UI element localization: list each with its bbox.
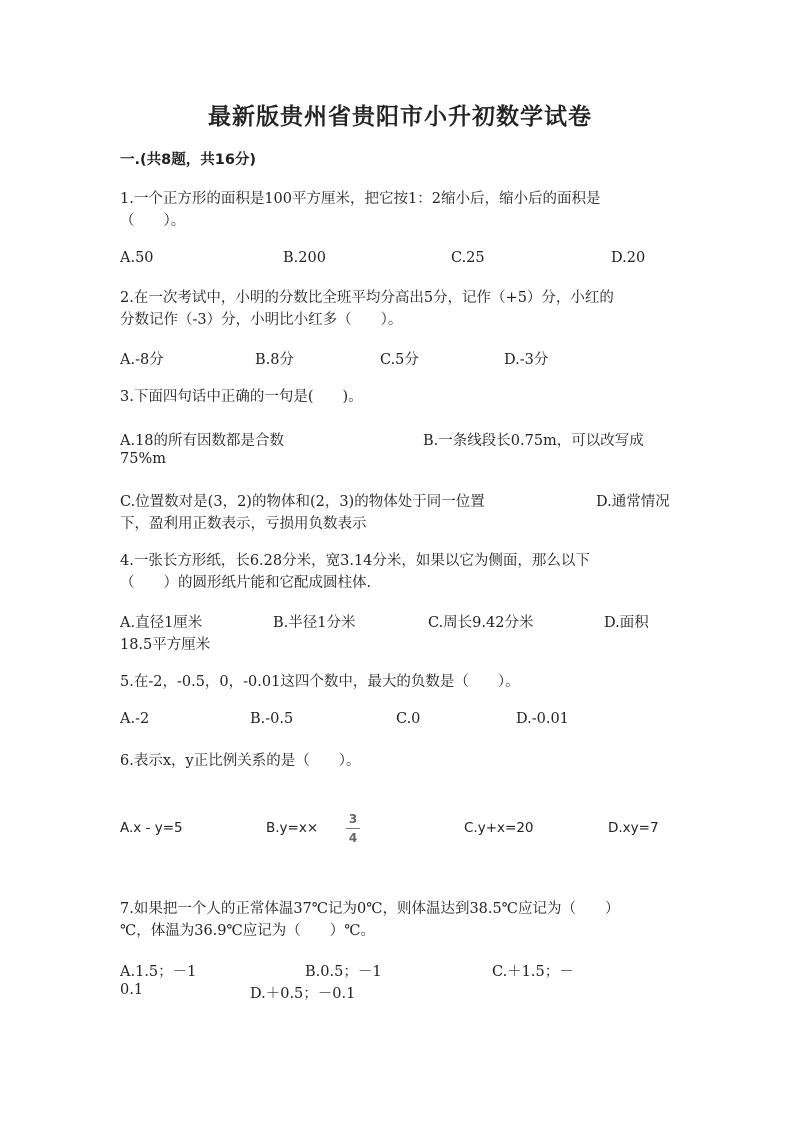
- q7-option-b: B.0.5；－1: [305, 964, 382, 980]
- question-6-line-1: 6.表示x，y正比例关系的是（ ）。: [120, 753, 361, 769]
- q6-option-d: D.xy=7: [608, 820, 659, 836]
- q1-option-d: D.20: [611, 250, 646, 266]
- section-heading: 一.(共8题，共16分): [120, 152, 257, 168]
- fraction-denominator: 4: [348, 831, 358, 845]
- q4-option-b: B.半径1分米: [273, 615, 356, 631]
- q7-option-c: C.＋1.5；－: [492, 964, 574, 980]
- q6-option-a: A.x - y=5: [120, 820, 183, 836]
- question-7-line-2: ℃，体温为36.9℃应记为（ ）℃。: [120, 923, 375, 939]
- q4-option-a: A.直径1厘米: [120, 615, 203, 631]
- question-5-line-1: 5.在-2，-0.5，0，-0.01这四个数中，最大的负数是（ ）。: [120, 674, 520, 690]
- question-1-line-1: 1.一个正方形的面积是100平方厘米，把它按1：2缩小后，缩小后的面积是: [120, 191, 601, 207]
- q1-option-a: A.50: [120, 250, 154, 266]
- q6-option-c: C.y+x=20: [464, 820, 534, 836]
- q4-option-c: C.周长9.42分米: [428, 615, 534, 631]
- q1-option-b: B.200: [283, 250, 326, 266]
- q5-option-b: B.-0.5: [250, 711, 294, 727]
- q7-option-d: D.＋0.5；－0.1: [250, 986, 356, 1002]
- question-2-line-2: 分数记作（-3）分，小明比小红多（ ）。: [120, 312, 403, 328]
- q3-option-d: D.通常情况: [596, 494, 670, 510]
- q5-option-d: D.-0.01: [516, 711, 569, 727]
- q2-option-b: B.8分: [255, 352, 294, 368]
- q3-option-a: A.18的所有因数都是合数: [120, 433, 285, 449]
- q5-option-a: A.-2: [120, 711, 150, 727]
- page-title: 最新版贵州省贵阳市小升初数学试卷: [208, 104, 592, 130]
- q2-option-c: C.5分: [380, 352, 419, 368]
- q3-option-d-cont: 下，盈利用正数表示，亏损用负数表示: [120, 516, 367, 532]
- q3-option-c: C.位置数对是(3，2)的物体和(2，3)的物体处于同一位置: [120, 494, 485, 510]
- fraction-three-quarters: [340, 810, 366, 847]
- q7-option-c-cont: 0.1: [120, 982, 144, 998]
- q7-option-a: A.1.5；－1: [120, 964, 197, 980]
- question-4-line-2: （ ）的圆形纸片能和它配成圆柱体.: [120, 575, 372, 591]
- q2-option-d: D.-3分: [504, 352, 549, 368]
- question-2-line-1: 2.在一次考试中，小明的分数比全班平均分高出5分，记作（+5）分，小红的: [120, 290, 614, 306]
- q4-option-d: D.面积: [604, 615, 649, 631]
- question-3-line-1: 3.下面四句话中正确的一句是( )。: [120, 389, 363, 405]
- q2-option-a: A.-8分: [120, 352, 164, 368]
- q4-option-d-cont: 18.5平方厘米: [120, 637, 211, 653]
- question-4-line-1: 4.一张长方形纸，长6.28分米，宽3.14分米，如果以它为侧面，那么以下: [120, 553, 590, 569]
- q3-option-b-cont: 75%m: [120, 451, 166, 467]
- q6-option-b: B.y=x×: [266, 820, 319, 836]
- q3-option-b: B.一条线段长0.75m，可以改写成: [423, 433, 644, 449]
- question-1-line-2: （ ）。: [120, 213, 186, 229]
- q1-option-c: C.25: [451, 250, 485, 266]
- q5-option-c: C.0: [396, 711, 421, 727]
- question-7-line-1: 7.如果把一个人的正常体温37℃记为0℃，则体温达到38.5℃应记为（ ）: [120, 901, 620, 917]
- fraction-numerator: 3: [348, 812, 358, 826]
